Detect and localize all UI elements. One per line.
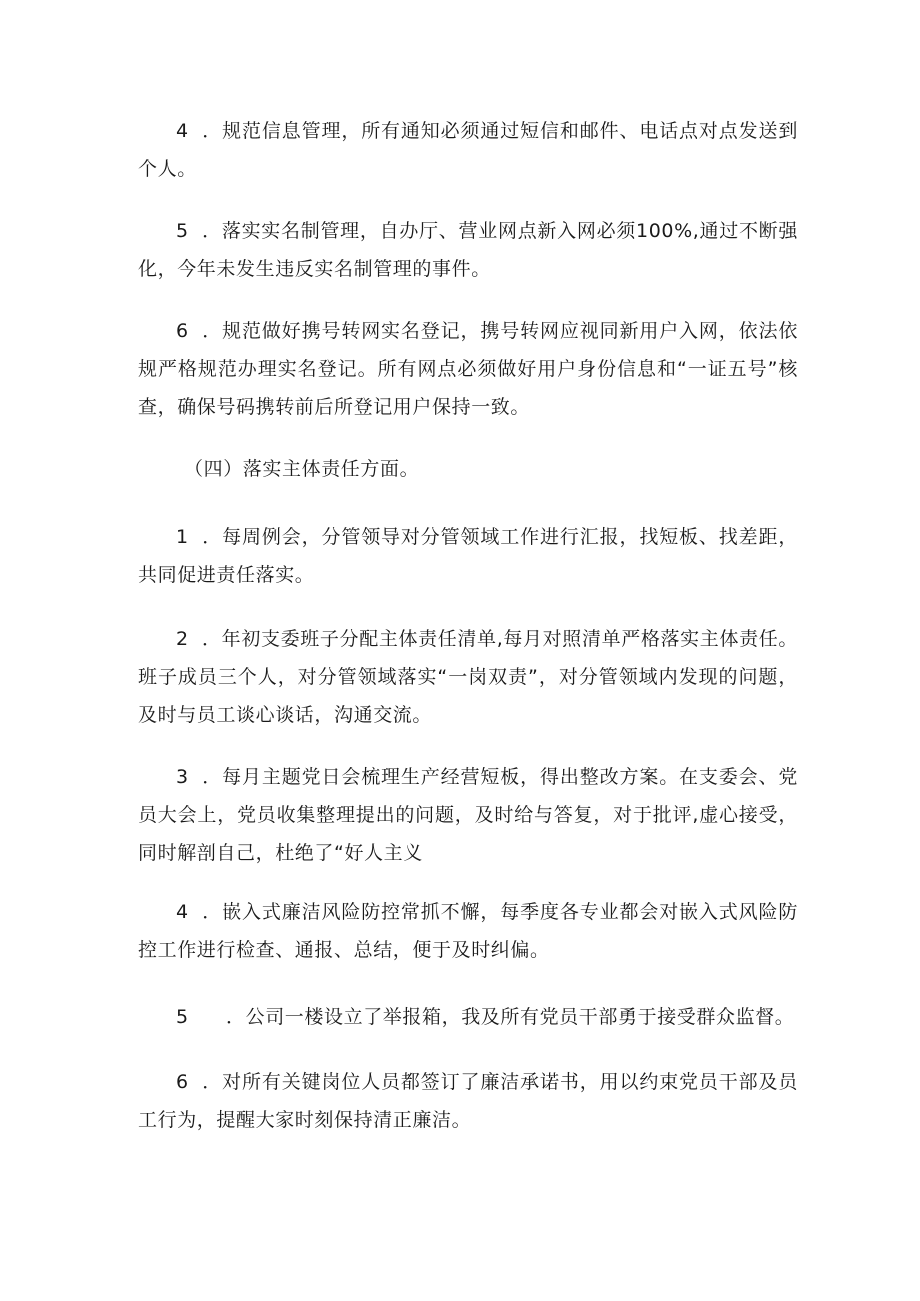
- item-text: ．对所有关键岗位人员都签订了廉洁承诺书，用以约束党员干部及员工行为，提醒大家时刻保持清正廉洁。: [138, 1071, 798, 1131]
- list-item: [138, 518, 798, 594]
- list-item: [138, 620, 798, 734]
- item-text: ．年初支委班子分配主体责任清单,每月对照清单严格落实主体责任。班子成员三个人，对分管领域落实“一岗双责”，对分管领域内发现的问题，及时与员工谈心谈话，沟通交流。: [138, 628, 798, 726]
- item-number: 6: [176, 1071, 189, 1093]
- item-number: 1: [176, 526, 189, 548]
- item-number: 4: [176, 901, 189, 923]
- list-item: [138, 1063, 798, 1139]
- section-heading: （四）落实主体责任方面。: [184, 458, 420, 480]
- item-number: 5: [176, 1006, 189, 1028]
- item-number: 5: [176, 220, 189, 242]
- item-number: 6: [176, 320, 189, 342]
- item-text: ．规范做好携号转网实名登记，携号转网应视同新用户入网，依法依规严格规范办理实名登记。所有网点必须做好用户身份信息和“一证五号”核查，确保号码携转前后所登记用户保持一致。: [138, 320, 798, 418]
- list-item: [138, 998, 798, 1036]
- item-text: ．每月主题党日会梳理生产经营短板，得出整改方案。在支委会、党员大会上，党员收集整理提出的问题，及时给与答复，对于批评,虚心接受，同时解剖自己，杜绝了“好人主义: [138, 766, 798, 864]
- item-text: ．嵌入式廉洁风险防控常抓不懈，每季度各专业都会对嵌入式风险防控工作进行检查、通报、总结，便于及时纠偏。: [138, 901, 798, 961]
- item-number: 4: [176, 120, 189, 142]
- list-item: [138, 758, 798, 872]
- list-item: [138, 212, 798, 288]
- list-item: [138, 312, 798, 426]
- item-text: ．落实实名制管理，自办厅、营业网点新入网必须100%,通过不断强化，今年未发生违反实名制管理的事件。: [138, 220, 798, 280]
- item-text: ．公司一楼设立了举报箱，我及所有党员干部勇于接受群众监督。: [226, 1006, 795, 1028]
- item-number: 3: [176, 766, 189, 788]
- list-item: [138, 112, 798, 188]
- item-text: ．规范信息管理，所有通知必须通过短信和邮件、电话点对点发送到个人。: [138, 120, 798, 180]
- item-text: ．每周例会，分管领导对分管领域工作进行汇报，找短板、找差距，共同促进责任落实。: [138, 526, 798, 586]
- item-number: 2: [176, 628, 189, 650]
- list-item: [138, 893, 798, 969]
